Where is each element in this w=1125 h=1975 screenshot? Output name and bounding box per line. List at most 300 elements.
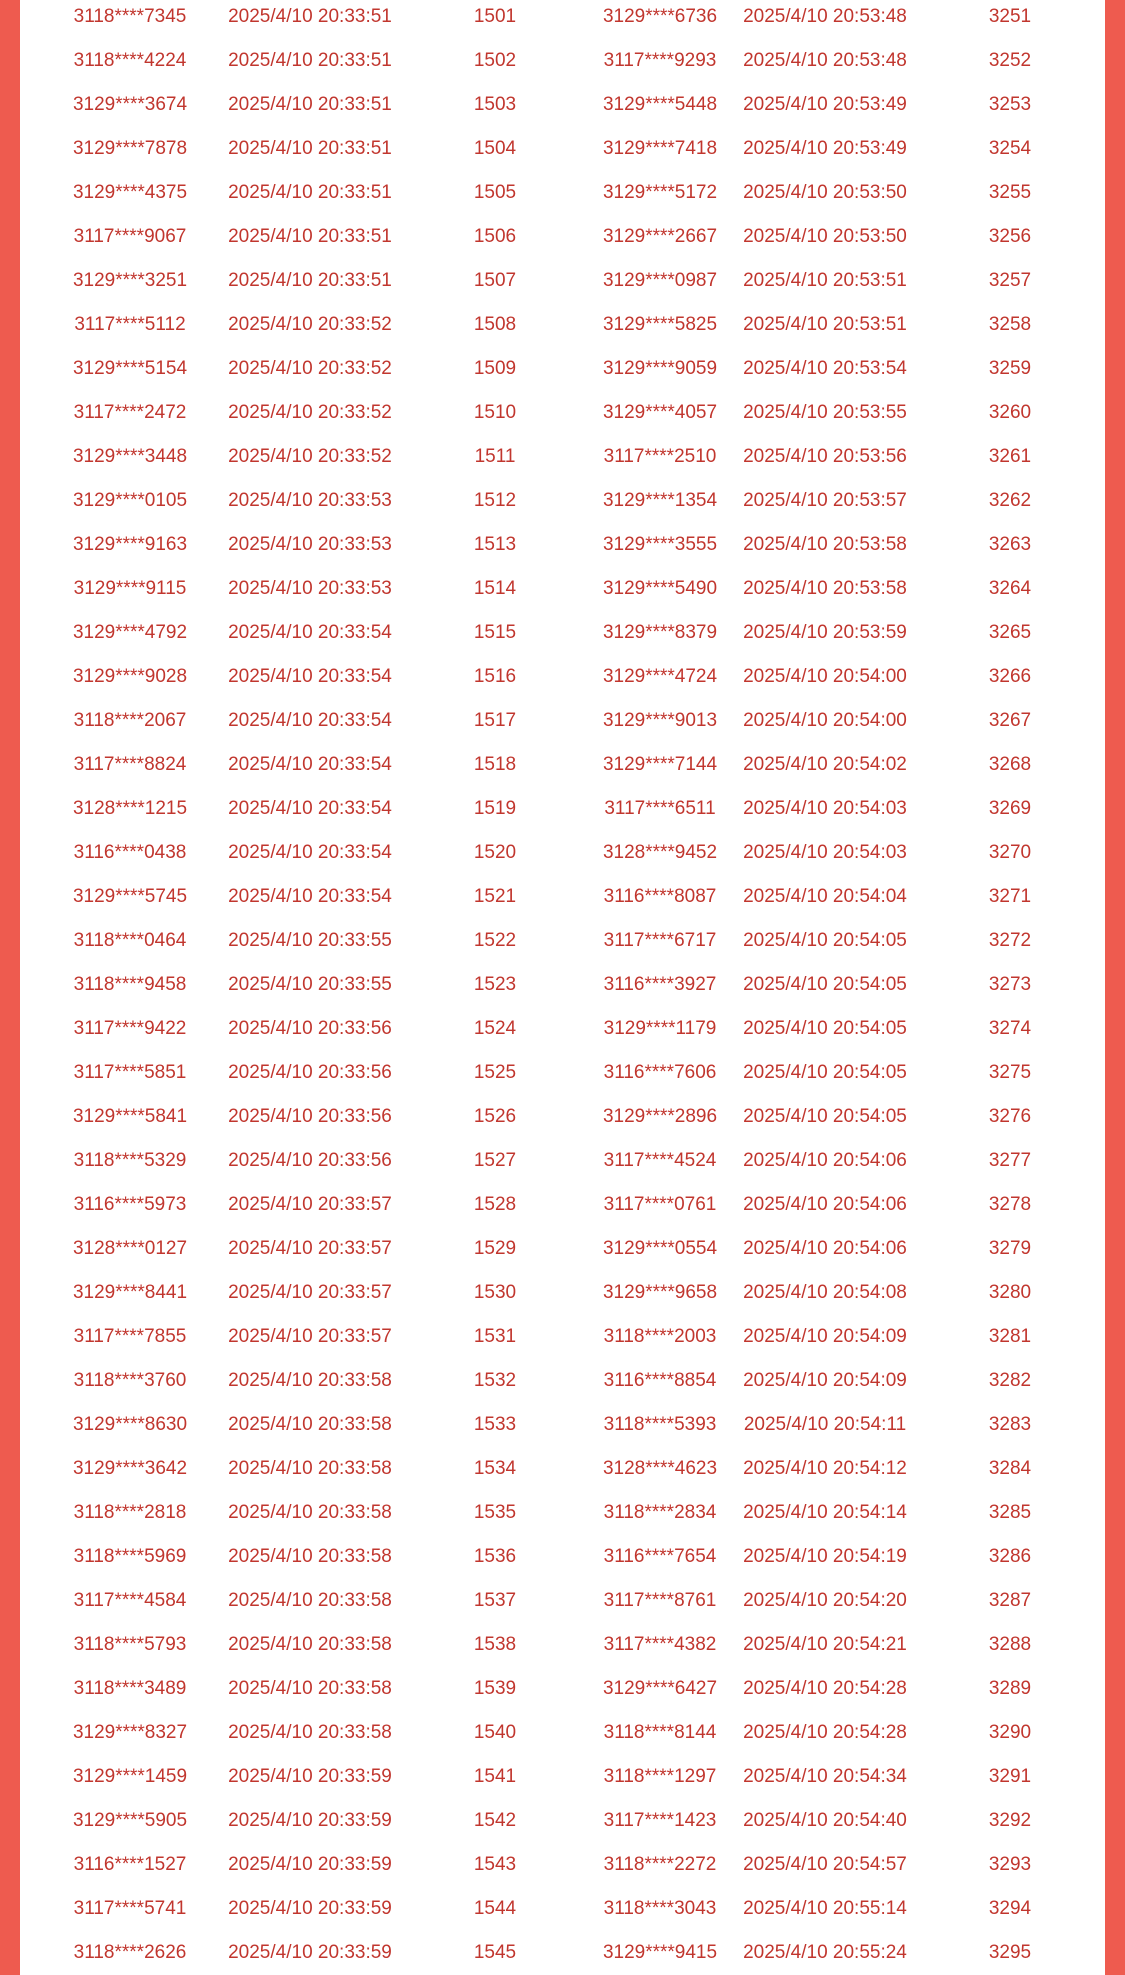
timestamp-left: 2025/4/10 20:33:51 xyxy=(228,182,392,203)
rank-left: 1504 xyxy=(473,138,517,159)
timestamp-left: 2025/4/10 20:33:58 xyxy=(228,1590,392,1611)
timestamp-right: 2025/4/10 20:53:49 xyxy=(743,138,907,159)
masked-account-right: 3117****2510 xyxy=(603,446,717,467)
masked-account-right: 3129****9415 xyxy=(602,1942,718,1963)
masked-account-left: 3116****1527 xyxy=(73,1854,187,1875)
masked-account-right: 3129****0987 xyxy=(602,270,718,291)
timestamp-left: 2025/4/10 20:33:59 xyxy=(228,1854,392,1875)
table-row xyxy=(20,1095,1105,1139)
masked-account-right: 3116****8087 xyxy=(603,886,717,907)
table-row xyxy=(20,171,1105,215)
table-row xyxy=(20,1227,1105,1271)
timestamp-right: 2025/4/10 20:54:08 xyxy=(743,1282,907,1303)
table-row xyxy=(20,1315,1105,1359)
rank-left: 1530 xyxy=(473,1282,517,1303)
timestamp-right: 2025/4/10 20:54:05 xyxy=(743,1106,907,1127)
timestamp-right: 2025/4/10 20:53:58 xyxy=(743,578,907,599)
rank-right: 3282 xyxy=(988,1370,1032,1391)
timestamp-right: 2025/4/10 20:54:09 xyxy=(743,1370,907,1391)
timestamp-right: 2025/4/10 20:53:50 xyxy=(743,182,907,203)
rank-right: 3273 xyxy=(988,974,1032,995)
masked-account-left: 3118****2818 xyxy=(73,1502,187,1523)
rank-left: 1534 xyxy=(473,1458,517,1479)
rank-left: 1523 xyxy=(473,974,517,995)
table-row xyxy=(20,743,1105,787)
masked-account-left: 3118****7345 xyxy=(73,6,187,27)
masked-account-right: 3129****1354 xyxy=(602,490,718,511)
masked-account-left: 3118****5793 xyxy=(73,1634,187,1655)
table-row xyxy=(20,963,1105,1007)
timestamp-left: 2025/4/10 20:33:59 xyxy=(228,1810,392,1831)
table-row xyxy=(20,83,1105,127)
masked-account-left: 3117****9067 xyxy=(73,226,187,247)
rank-right: 3281 xyxy=(988,1326,1032,1347)
rank-left: 1533 xyxy=(473,1414,517,1435)
timestamp-right: 2025/4/10 20:54:12 xyxy=(743,1458,907,1479)
table-row xyxy=(20,1711,1105,1755)
rank-left: 1527 xyxy=(473,1150,517,1171)
rank-right: 3290 xyxy=(988,1722,1032,1743)
timestamp-left: 2025/4/10 20:33:59 xyxy=(228,1942,392,1963)
timestamp-right: 2025/4/10 20:54:05 xyxy=(743,1062,907,1083)
masked-account-left: 3116****0438 xyxy=(73,842,187,863)
rank-right: 3278 xyxy=(988,1194,1032,1215)
rank-left: 1507 xyxy=(473,270,517,291)
rank-right: 3280 xyxy=(988,1282,1032,1303)
masked-account-right: 3129****8379 xyxy=(602,622,718,643)
masked-account-left: 3118****5969 xyxy=(73,1546,187,1567)
masked-account-left: 3129****9163 xyxy=(72,534,188,555)
masked-account-right: 3129****5490 xyxy=(602,578,718,599)
timestamp-left: 2025/4/10 20:33:58 xyxy=(228,1458,392,1479)
table-row xyxy=(20,39,1105,83)
timestamp-right: 2025/4/10 20:55:14 xyxy=(743,1898,907,1919)
timestamp-left: 2025/4/10 20:33:59 xyxy=(228,1898,392,1919)
timestamp-right: 2025/4/10 20:54:05 xyxy=(743,930,907,951)
rank-right: 3263 xyxy=(988,534,1032,555)
masked-account-left: 3117****5741 xyxy=(73,1898,187,1919)
rank-right: 3284 xyxy=(988,1458,1032,1479)
timestamp-right: 2025/4/10 20:54:57 xyxy=(743,1854,907,1875)
masked-account-left: 3129****4792 xyxy=(72,622,188,643)
rank-right: 3255 xyxy=(988,182,1032,203)
masked-account-right: 3117****4524 xyxy=(603,1150,717,1171)
timestamp-left: 2025/4/10 20:33:51 xyxy=(228,50,392,71)
masked-account-left: 3118****2626 xyxy=(73,1942,187,1963)
timestamp-right: 2025/4/10 20:54:09 xyxy=(743,1326,907,1347)
rank-right: 3254 xyxy=(988,138,1032,159)
rank-left: 1526 xyxy=(473,1106,517,1127)
masked-account-right: 3129****9059 xyxy=(602,358,718,379)
rank-left: 1505 xyxy=(473,182,517,203)
masked-account-right: 3118****2834 xyxy=(603,1502,717,1523)
timestamp-right: 2025/4/10 20:53:56 xyxy=(743,446,907,467)
masked-account-left: 3117****5112 xyxy=(74,314,186,335)
timestamp-right: 2025/4/10 20:53:48 xyxy=(743,50,907,71)
table-row xyxy=(20,0,1105,39)
timestamp-left: 2025/4/10 20:33:57 xyxy=(228,1238,392,1259)
rank-left: 1512 xyxy=(473,490,517,511)
rank-left: 1525 xyxy=(473,1062,517,1083)
timestamp-right: 2025/4/10 20:54:28 xyxy=(743,1722,907,1743)
rank-left: 1537 xyxy=(473,1590,517,1611)
masked-account-left: 3129****0105 xyxy=(72,490,188,511)
timestamp-right: 2025/4/10 20:53:51 xyxy=(743,314,907,335)
masked-account-left: 3129****8630 xyxy=(72,1414,188,1435)
table-row xyxy=(20,787,1105,831)
masked-account-right: 3129****9013 xyxy=(602,710,718,731)
records-panel xyxy=(20,0,1105,1975)
timestamp-right: 2025/4/10 20:54:00 xyxy=(743,666,907,687)
rank-left: 1520 xyxy=(473,842,517,863)
rank-right: 3257 xyxy=(988,270,1032,291)
table-row xyxy=(20,523,1105,567)
rank-right: 3294 xyxy=(988,1898,1032,1919)
timestamp-left: 2025/4/10 20:33:54 xyxy=(228,842,392,863)
rank-right: 3285 xyxy=(988,1502,1032,1523)
table-row xyxy=(20,435,1105,479)
rank-left: 1509 xyxy=(473,358,517,379)
masked-account-left: 3129****3448 xyxy=(72,446,188,467)
table-row xyxy=(20,567,1105,611)
timestamp-right: 2025/4/10 20:54:03 xyxy=(743,798,907,819)
masked-account-right: 3116****8854 xyxy=(603,1370,717,1391)
masked-account-left: 3129****5841 xyxy=(72,1106,188,1127)
masked-account-right: 3116****3927 xyxy=(603,974,717,995)
timestamp-right: 2025/4/10 20:53:58 xyxy=(743,534,907,555)
timestamp-left: 2025/4/10 20:33:58 xyxy=(228,1370,392,1391)
table-row xyxy=(20,875,1105,919)
masked-account-left: 3129****3642 xyxy=(72,1458,188,1479)
rank-right: 3288 xyxy=(988,1634,1032,1655)
rank-right: 3253 xyxy=(988,94,1032,115)
masked-account-left: 3129****5154 xyxy=(72,358,188,379)
timestamp-left: 2025/4/10 20:33:59 xyxy=(228,1766,392,1787)
masked-account-right: 3116****7606 xyxy=(603,1062,717,1083)
rank-left: 1532 xyxy=(473,1370,517,1391)
masked-account-left: 3128****1215 xyxy=(72,798,188,819)
timestamp-left: 2025/4/10 20:33:53 xyxy=(228,490,392,511)
timestamp-left: 2025/4/10 20:33:54 xyxy=(228,710,392,731)
timestamp-left: 2025/4/10 20:33:55 xyxy=(228,974,392,995)
timestamp-right: 2025/4/10 20:53:59 xyxy=(743,622,907,643)
rank-right: 3266 xyxy=(988,666,1032,687)
table-row xyxy=(20,611,1105,655)
timestamp-left: 2025/4/10 20:33:52 xyxy=(228,358,392,379)
timestamp-right: 2025/4/10 20:53:51 xyxy=(743,270,907,291)
masked-account-left: 3129****5745 xyxy=(72,886,188,907)
rank-right: 3259 xyxy=(988,358,1032,379)
rank-left: 1511 xyxy=(474,446,516,467)
timestamp-left: 2025/4/10 20:33:57 xyxy=(228,1282,392,1303)
masked-account-left: 3118****9458 xyxy=(73,974,187,995)
table-row xyxy=(20,1139,1105,1183)
masked-account-left: 3116****5973 xyxy=(73,1194,187,1215)
rank-right: 3251 xyxy=(988,6,1032,27)
rank-right: 3265 xyxy=(988,622,1032,643)
timestamp-left: 2025/4/10 20:33:54 xyxy=(228,798,392,819)
timestamp-right: 2025/4/10 20:54:19 xyxy=(743,1546,907,1567)
rank-left: 1544 xyxy=(473,1898,517,1919)
timestamp-left: 2025/4/10 20:33:55 xyxy=(228,930,392,951)
timestamp-left: 2025/4/10 20:33:51 xyxy=(228,94,392,115)
rank-left: 1513 xyxy=(473,534,517,555)
rank-right: 3289 xyxy=(988,1678,1032,1699)
masked-account-left: 3118****4224 xyxy=(73,50,187,71)
masked-account-left: 3129****9028 xyxy=(72,666,188,687)
timestamp-right: 2025/4/10 20:54:05 xyxy=(743,974,907,995)
timestamp-right: 2025/4/10 20:54:00 xyxy=(743,710,907,731)
masked-account-right: 3117****8761 xyxy=(603,1590,717,1611)
timestamp-right: 2025/4/10 20:55:24 xyxy=(743,1942,907,1963)
table-row xyxy=(20,303,1105,347)
timestamp-left: 2025/4/10 20:33:58 xyxy=(228,1414,392,1435)
timestamp-right: 2025/4/10 20:54:20 xyxy=(743,1590,907,1611)
timestamp-left: 2025/4/10 20:33:51 xyxy=(228,138,392,159)
timestamp-left: 2025/4/10 20:33:57 xyxy=(228,1326,392,1347)
rank-right: 3270 xyxy=(988,842,1032,863)
timestamp-right: 2025/4/10 20:53:55 xyxy=(743,402,907,423)
masked-account-left: 3129****3674 xyxy=(72,94,188,115)
timestamp-right: 2025/4/10 20:54:28 xyxy=(743,1678,907,1699)
rank-right: 3276 xyxy=(988,1106,1032,1127)
timestamp-right: 2025/4/10 20:54:21 xyxy=(743,1634,907,1655)
rank-right: 3275 xyxy=(988,1062,1032,1083)
rank-right: 3291 xyxy=(988,1766,1032,1787)
timestamp-left: 2025/4/10 20:33:56 xyxy=(228,1062,392,1083)
masked-account-right: 3129****5448 xyxy=(602,94,718,115)
rank-left: 1540 xyxy=(473,1722,517,1743)
rank-right: 3293 xyxy=(988,1854,1032,1875)
masked-account-right: 3129****4057 xyxy=(602,402,718,423)
timestamp-right: 2025/4/10 20:54:06 xyxy=(743,1238,907,1259)
timestamp-right: 2025/4/10 20:54:06 xyxy=(743,1150,907,1171)
timestamp-left: 2025/4/10 20:33:56 xyxy=(228,1018,392,1039)
timestamp-left: 2025/4/10 20:33:54 xyxy=(228,754,392,775)
masked-account-left: 3118****5329 xyxy=(73,1150,187,1171)
rank-left: 1529 xyxy=(473,1238,517,1259)
timestamp-left: 2025/4/10 20:33:57 xyxy=(228,1194,392,1215)
masked-account-right: 3129****5825 xyxy=(602,314,718,335)
timestamp-right: 2025/4/10 20:53:50 xyxy=(743,226,907,247)
rank-left: 1517 xyxy=(473,710,517,731)
timestamp-right: 2025/4/10 20:54:04 xyxy=(743,886,907,907)
table-row xyxy=(20,347,1105,391)
table-row xyxy=(20,1183,1105,1227)
rank-left: 1510 xyxy=(473,402,517,423)
masked-account-right: 3129****5172 xyxy=(602,182,718,203)
rank-right: 3258 xyxy=(988,314,1032,335)
table-row xyxy=(20,1887,1105,1931)
rank-left: 1524 xyxy=(473,1018,517,1039)
rank-right: 3292 xyxy=(988,1810,1032,1831)
timestamp-left: 2025/4/10 20:33:58 xyxy=(228,1546,392,1567)
timestamp-right: 2025/4/10 20:54:05 xyxy=(743,1018,907,1039)
rank-right: 3267 xyxy=(988,710,1032,731)
rank-left: 1538 xyxy=(473,1634,517,1655)
timestamp-left: 2025/4/10 20:33:56 xyxy=(228,1150,392,1171)
masked-account-right: 3129****6736 xyxy=(602,6,718,27)
masked-account-right: 3118****1297 xyxy=(603,1766,717,1787)
masked-account-left: 3129****7878 xyxy=(72,138,188,159)
table-row xyxy=(20,655,1105,699)
rank-left: 1543 xyxy=(473,1854,517,1875)
rank-right: 3262 xyxy=(988,490,1032,511)
rank-left: 1539 xyxy=(473,1678,517,1699)
masked-account-left: 3117****5851 xyxy=(73,1062,187,1083)
rank-right: 3256 xyxy=(988,226,1032,247)
table-row xyxy=(20,259,1105,303)
table-row xyxy=(20,1755,1105,1799)
rank-left: 1502 xyxy=(473,50,517,71)
masked-account-right: 3118****3043 xyxy=(603,1898,717,1919)
rank-left: 1515 xyxy=(473,622,517,643)
masked-account-left: 3117****8824 xyxy=(73,754,187,775)
rank-left: 1536 xyxy=(473,1546,517,1567)
timestamp-right: 2025/4/10 20:54:40 xyxy=(743,1810,907,1831)
timestamp-right: 2025/4/10 20:54:06 xyxy=(743,1194,907,1215)
rank-right: 3295 xyxy=(988,1942,1032,1963)
rank-left: 1516 xyxy=(473,666,517,687)
table-row xyxy=(20,1535,1105,1579)
masked-account-right: 3117****1423 xyxy=(603,1810,717,1831)
masked-account-left: 3118****0464 xyxy=(73,930,187,951)
masked-account-right: 3118****2003 xyxy=(603,1326,717,1347)
table-row xyxy=(20,699,1105,743)
rank-left: 1519 xyxy=(473,798,517,819)
masked-account-right: 3129****4724 xyxy=(602,666,718,687)
rank-right: 3264 xyxy=(988,578,1032,599)
rank-left: 1514 xyxy=(473,578,517,599)
masked-account-left: 3117****9422 xyxy=(73,1018,187,1039)
rank-left: 1503 xyxy=(473,94,517,115)
masked-account-left: 3128****0127 xyxy=(72,1238,188,1259)
table-row xyxy=(20,1667,1105,1711)
masked-account-left: 3117****4584 xyxy=(73,1590,187,1611)
rank-right: 3286 xyxy=(988,1546,1032,1567)
timestamp-right: 2025/4/10 20:54:11 xyxy=(743,1414,907,1435)
table-row xyxy=(20,1843,1105,1887)
masked-account-right: 3129****2896 xyxy=(602,1106,718,1127)
masked-account-right: 3128****4623 xyxy=(602,1458,718,1479)
masked-account-right: 3129****0554 xyxy=(602,1238,718,1259)
table-row xyxy=(20,215,1105,259)
rank-right: 3283 xyxy=(988,1414,1032,1435)
timestamp-left: 2025/4/10 20:33:51 xyxy=(228,270,392,291)
rank-left: 1521 xyxy=(473,886,517,907)
timestamp-left: 2025/4/10 20:33:58 xyxy=(228,1634,392,1655)
masked-account-left: 3129****1459 xyxy=(72,1766,188,1787)
masked-account-left: 3117****7855 xyxy=(73,1326,187,1347)
rank-right: 3261 xyxy=(988,446,1032,467)
timestamp-left: 2025/4/10 20:33:54 xyxy=(228,666,392,687)
timestamp-right: 2025/4/10 20:54:02 xyxy=(743,754,907,775)
rank-right: 3274 xyxy=(988,1018,1032,1039)
masked-account-right: 3129****2667 xyxy=(602,226,718,247)
masked-account-left: 3129****5905 xyxy=(72,1810,188,1831)
rank-right: 3277 xyxy=(988,1150,1032,1171)
timestamp-right: 2025/4/10 20:53:48 xyxy=(743,6,907,27)
table-row xyxy=(20,1271,1105,1315)
timestamp-left: 2025/4/10 20:33:58 xyxy=(228,1502,392,1523)
rank-left: 1531 xyxy=(473,1326,517,1347)
rank-left: 1542 xyxy=(473,1810,517,1831)
rank-right: 3272 xyxy=(988,930,1032,951)
rank-left: 1528 xyxy=(473,1194,517,1215)
timestamp-right: 2025/4/10 20:54:34 xyxy=(743,1766,907,1787)
masked-account-right: 3116****7654 xyxy=(603,1546,717,1567)
table-row xyxy=(20,831,1105,875)
rank-left: 1508 xyxy=(473,314,517,335)
rank-left: 1506 xyxy=(473,226,517,247)
rank-right: 3279 xyxy=(988,1238,1032,1259)
timestamp-left: 2025/4/10 20:33:54 xyxy=(228,886,392,907)
timestamp-left: 2025/4/10 20:33:52 xyxy=(228,446,392,467)
table-row xyxy=(20,391,1105,435)
rank-left: 1518 xyxy=(473,754,517,775)
table-row xyxy=(20,1007,1105,1051)
masked-account-left: 3129****8441 xyxy=(72,1282,188,1303)
masked-account-right: 3129****9658 xyxy=(602,1282,718,1303)
timestamp-right: 2025/4/10 20:54:14 xyxy=(743,1502,907,1523)
rank-left: 1535 xyxy=(473,1502,517,1523)
masked-account-right: 3129****3555 xyxy=(602,534,718,555)
masked-account-left: 3129****9115 xyxy=(73,578,187,599)
table-row xyxy=(20,1623,1105,1667)
masked-account-right: 3129****6427 xyxy=(602,1678,718,1699)
rank-right: 3268 xyxy=(988,754,1032,775)
table-row xyxy=(20,1579,1105,1623)
rank-right: 3260 xyxy=(988,402,1032,423)
table-row xyxy=(20,1799,1105,1843)
masked-account-left: 3118****3489 xyxy=(73,1678,187,1699)
timestamp-right: 2025/4/10 20:53:57 xyxy=(743,490,907,511)
masked-account-left: 3129****4375 xyxy=(72,182,188,203)
rank-left: 1545 xyxy=(473,1942,517,1963)
table-row xyxy=(20,1931,1105,1975)
rank-right: 3269 xyxy=(988,798,1032,819)
rank-left: 1541 xyxy=(473,1766,517,1787)
masked-account-left: 3129****3251 xyxy=(72,270,188,291)
timestamp-left: 2025/4/10 20:33:52 xyxy=(228,402,392,423)
masked-account-left: 3118****3760 xyxy=(73,1370,187,1391)
table-row xyxy=(20,1051,1105,1095)
masked-account-right: 3117****6717 xyxy=(603,930,717,951)
timestamp-right: 2025/4/10 20:53:54 xyxy=(743,358,907,379)
masked-account-right: 3128****9452 xyxy=(602,842,718,863)
masked-account-left: 3129****8327 xyxy=(72,1722,188,1743)
masked-account-right: 3117****0761 xyxy=(603,1194,717,1215)
masked-account-left: 3117****2472 xyxy=(73,402,187,423)
rank-right: 3252 xyxy=(988,50,1032,71)
rank-left: 1501 xyxy=(473,6,517,27)
masked-account-right: 3118****2272 xyxy=(603,1854,717,1875)
timestamp-left: 2025/4/10 20:33:56 xyxy=(228,1106,392,1127)
timestamp-left: 2025/4/10 20:33:58 xyxy=(228,1722,392,1743)
timestamp-left: 2025/4/10 20:33:53 xyxy=(228,534,392,555)
table-row xyxy=(20,479,1105,523)
rank-left: 1522 xyxy=(473,930,517,951)
masked-account-right: 3117****9293 xyxy=(603,50,717,71)
masked-account-left: 3118****2067 xyxy=(73,710,187,731)
timestamp-left: 2025/4/10 20:33:53 xyxy=(228,578,392,599)
timestamp-right: 2025/4/10 20:54:03 xyxy=(743,842,907,863)
table-row xyxy=(20,1403,1105,1447)
masked-account-right: 3129****1179 xyxy=(603,1018,717,1039)
masked-account-right: 3118****5393 xyxy=(603,1414,717,1435)
masked-account-right: 3117****4382 xyxy=(603,1634,717,1655)
timestamp-left: 2025/4/10 20:33:58 xyxy=(228,1678,392,1699)
